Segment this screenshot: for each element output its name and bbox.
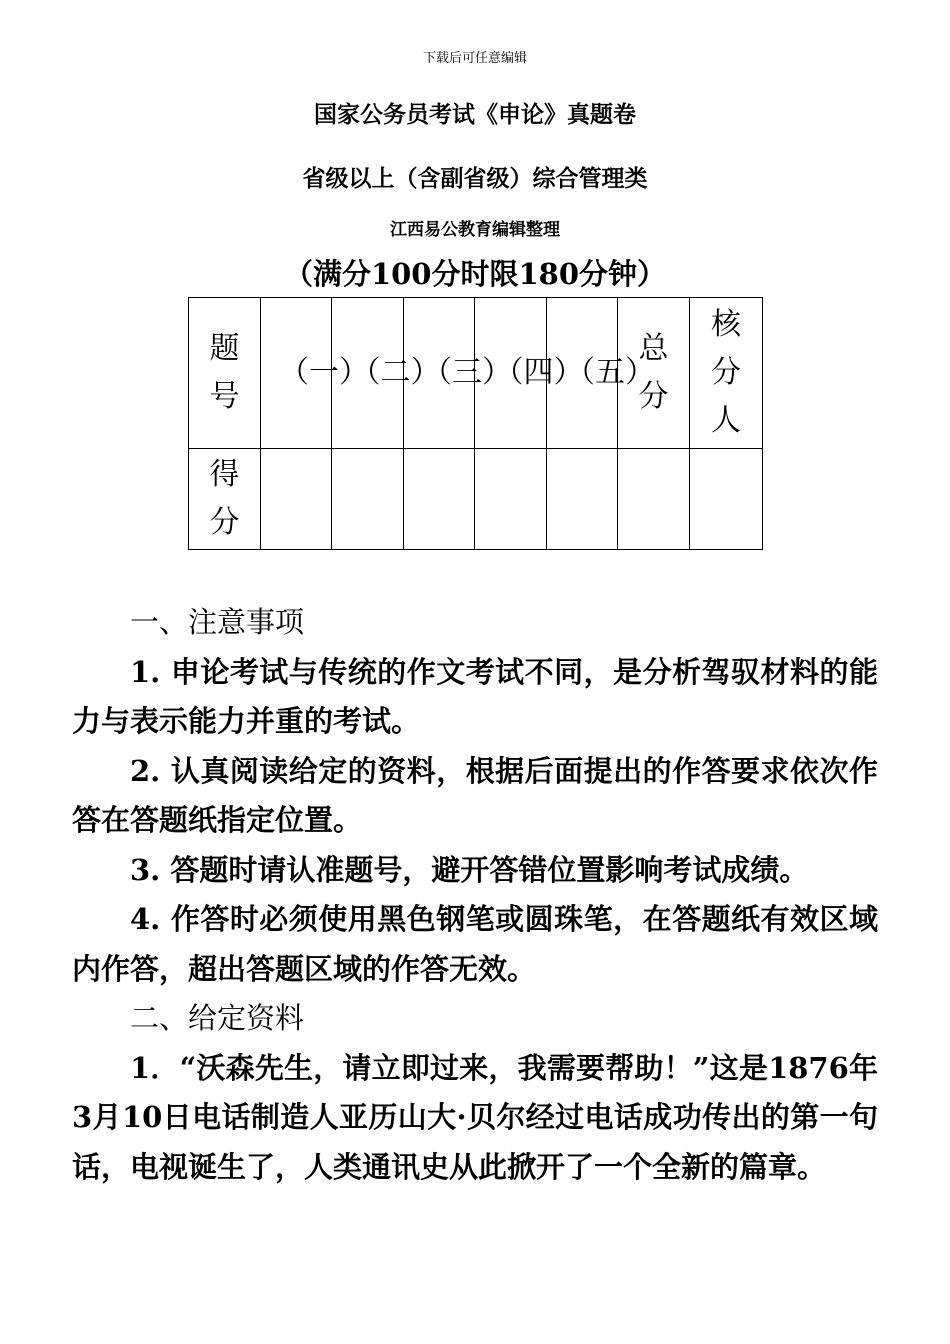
notice-item-2: 2. 认真阅读给定的资料，根据后面提出的作答要求依次作答在答题纸指定位置。 <box>72 753 878 837</box>
score-cell-2 <box>332 449 404 550</box>
watermark-text: 下载后可任意编辑 <box>422 51 527 66</box>
score-table-score-row <box>189 449 763 550</box>
score-table-header-row <box>189 298 763 449</box>
score-cell-checker <box>690 449 763 550</box>
column-header-2: （二） <box>332 298 404 449</box>
column-header-4: （四） <box>475 298 547 449</box>
score-cell-5 <box>547 449 618 550</box>
score-cell-total <box>618 449 690 550</box>
column-header-3: （三） <box>404 298 475 449</box>
column-header-1: （一） <box>261 298 332 449</box>
column-header-total: 总分 <box>618 298 690 449</box>
material-item-1: 1．“沃森先生，请立即过来，我需要帮助！”这是1876年3月10日电话制造人亚历山大·贝尔经过电话成功传出的第一句话，电视诞生了，人类通讯史从此掀开了一个全新的篇章。 <box>72 1050 878 1184</box>
score-cell-1 <box>261 449 332 550</box>
document-subtitle: 省级以上（含副省级）综合管理类 <box>302 165 648 192</box>
material-heading: 二、给定资料 <box>130 1001 305 1035</box>
notice-item-3: 3. 答题时请认准题号，避开答错位置影响考试成绩。 <box>130 852 809 887</box>
question-number-header: 题号 <box>189 298 261 449</box>
full-score-note: （满分100分时限180分钟） <box>283 257 667 291</box>
notice-item-4: 4. 作答时必须使用黑色钢笔或圆珠笔，在答题纸有效区域内作答，超出答题区域的作答无效。 <box>72 902 878 986</box>
score-row-header: 得分 <box>189 449 261 550</box>
score-cell-4 <box>475 449 547 550</box>
score-table <box>188 297 763 550</box>
notice-item-1: 1. 申论考试与传统的作文考试不同，是分析驾驭材料的能力与表示能力并重的考试。 <box>72 654 878 738</box>
column-header-5: （五） <box>547 298 618 449</box>
score-cell-3 <box>404 449 475 550</box>
exam-body <box>72 598 878 1192</box>
editor-credit: 江西易公教育编辑整理 <box>390 220 560 240</box>
column-header-checker: 核分人 <box>690 298 763 449</box>
notice-heading: 一、注意事项 <box>130 605 305 639</box>
document-title: 国家公务员考试《申论》真题卷 <box>314 101 636 128</box>
